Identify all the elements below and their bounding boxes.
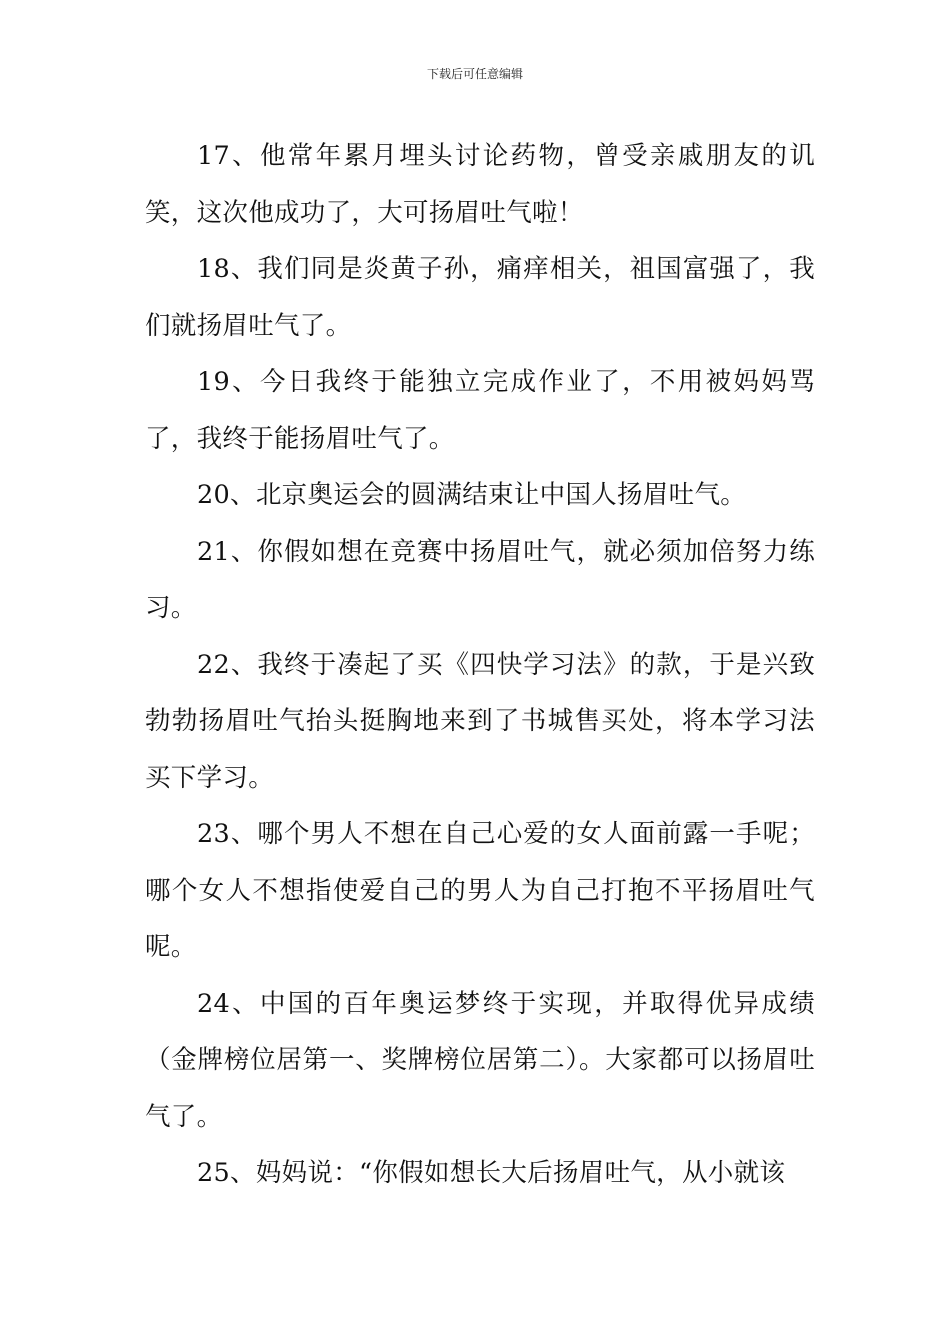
paragraph-23: 23、哪个男人不想在自己心爱的女人面前露一手呢；哪个女人不想指使爱自己的男人为自己打抱不平扬眉吐气呢。: [145, 819, 815, 962]
document-body: [145, 128, 815, 1202]
page-header: 下载后可任意编辑: [426, 67, 523, 81]
paragraph-19: 19、今日我终于能独立完成作业了，不用被妈妈骂了，我终于能扬眉吐气了。: [145, 367, 815, 454]
paragraph-17: 17、他常年累月埋头讨论药物，曾受亲戚朋友的讥笑，这次他成功了，大可扬眉吐气啦！: [145, 141, 815, 228]
paragraph-22: 22、我终于凑起了买《四快学习法》的款，于是兴致勃勃扬眉吐气抬头挺胸地来到了书城售买处，将本学习法买下学习。: [145, 649, 815, 793]
paragraph-25: 25、妈妈说：“你假如想长大后扬眉吐气，从小就该: [197, 1158, 786, 1188]
paragraph-20: 20、北京奥运会的圆满结束让中国人扬眉吐气。: [197, 480, 747, 510]
paragraph-24: 24、中国的百年奥运梦终于实现，并取得优异成绩（金牌榜位居第一、奖牌榜位居第二）。大家都可以扬眉吐气了。: [145, 988, 815, 1132]
paragraph-21: 21、你假如想在竞赛中扬眉吐气，就必须加倍努力练习。: [145, 536, 815, 623]
paragraph-18: 18、我们同是炎黄子孙，痛痒相关，祖国富强了，我们就扬眉吐气了。: [145, 254, 815, 341]
